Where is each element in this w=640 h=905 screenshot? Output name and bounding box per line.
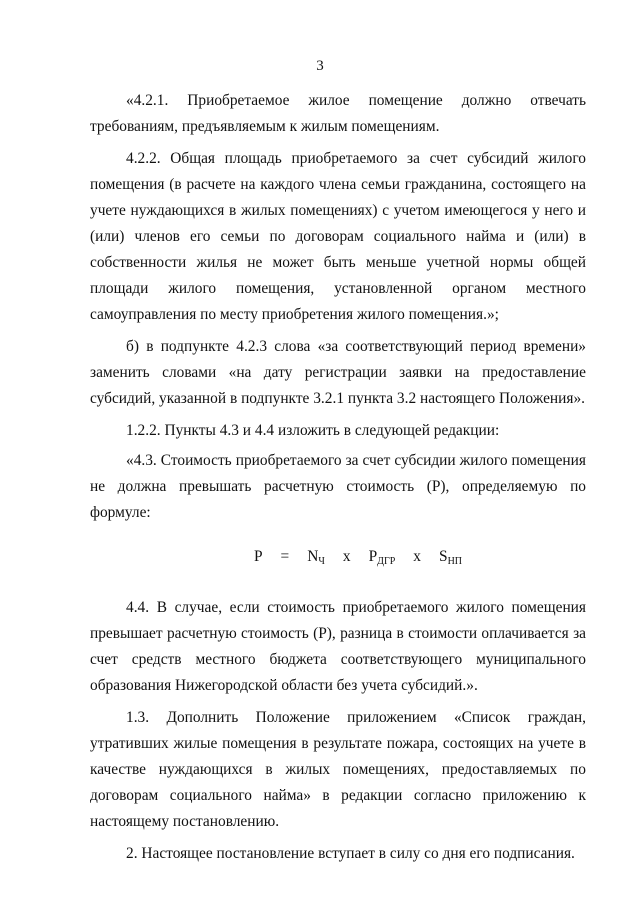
formula-lhs: P [253, 548, 263, 565]
paragraph-1-3: 1.3. Дополнить Положение приложением «Список граждан, утративших жилые помещения в результате пожара, состоящих на учете в качестве нуждающихся в жилых помещениях, предоставляемых по договорам социального найма» в редакции согласно приложению к настоящему постановлению. [90, 709, 586, 830]
paragraph-2: 2. Настоящее постановление вступает в силу со дня его подписания. [126, 845, 575, 862]
formula-p-sub: ДГР [377, 556, 396, 567]
formula-equals: = [280, 548, 290, 565]
paragraph-4-2-1: «4.2.1. Приобретаемое жилое помещение должно отвечать требованиям, предъявляемым к жилым помещениям. [90, 92, 586, 135]
formula-term-n [307, 544, 325, 575]
paragraph-1-2-2: 1.2.2. Пункты 4.3 и 4.4 изложить в следующей редакции: [126, 422, 500, 439]
formula-term-p [369, 544, 396, 575]
formula-s-sub: НП [447, 556, 463, 567]
paragraph-b-subitem: б) в подпункте 4.2.3 слова «за соответствующий период времени» заменить словами «на дату регистрации заявки на предоставление субсидий, указанной в подпункте 3.2.1 пункта 3.2 настоящего Положения». [90, 338, 586, 407]
formula-n-main: N [307, 548, 319, 565]
paragraph-4-2-2: 4.2.2. Общая площадь приобретаемого за счет субсидий жилого помещения (в расчете на каждого члена семьи гражданина, состоящего на учете нуждающихся в жилых помещениях) с учетом имеющегося у него и (или) членов его семьи по договорам социального найма и (или) в собственности жилья не может быть меньше учетной нормы общей площади жилого помещения, установленной органом местного самоуправления по месту приобретения жилого помещения.»; [90, 150, 586, 323]
formula-n-sub: Ч [318, 556, 325, 567]
formula-operator-1: x [342, 548, 351, 565]
formula-operator-2: x [413, 548, 421, 565]
paragraph-4-4: 4.4. В случае, если стоимость приобретаемого жилого помещения превышает расчетную стоимость (Р), разница в стоимости оплачивается за счет средств местного бюджета соответствующего муниципального образования Нижегородской области без учета субсидий.». [90, 599, 586, 694]
page-number: 3 [316, 58, 324, 74]
formula-s-main: S [439, 548, 448, 565]
formula-term-s [439, 544, 462, 575]
price-formula [90, 544, 586, 575]
paragraph-4-3: «4.3. Стоимость приобретаемого за счет субсидии жилого помещения не должна превышать расчетную стоимость (Р), определяемую по формуле: [90, 452, 586, 521]
formula-p-main: P [368, 548, 378, 565]
document-body [90, 88, 586, 873]
